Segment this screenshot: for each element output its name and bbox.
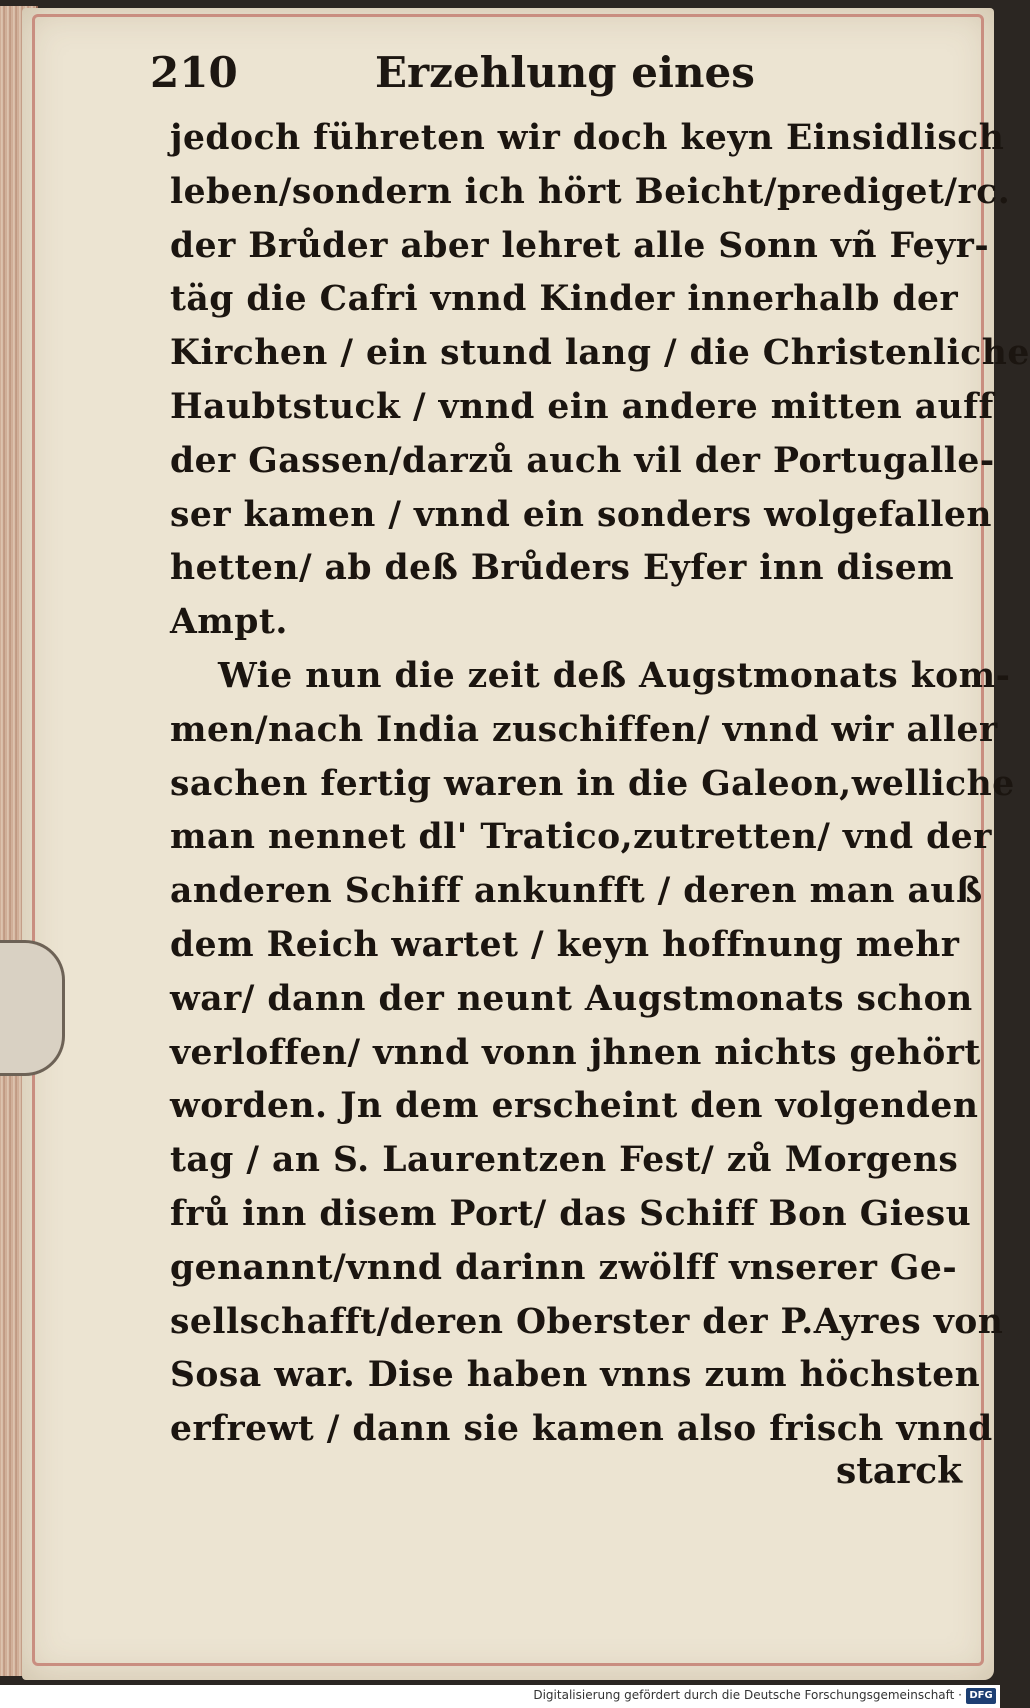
text-line: dem Reich wartet / keyn hoffnung mehr <box>170 924 960 965</box>
text-line: worden. Jn dem erscheint den volgenden <box>170 1086 979 1127</box>
text-line: ser kamen / vnnd ein sonders wolgefallen <box>170 494 993 535</box>
text-line: jedoch führeten wir doch keyn Einsidlisch <box>170 118 1005 158</box>
text-line: verloffen/ vnnd vonn jhnen nichts gehört <box>170 1032 981 1073</box>
text-line: sellschafft/deren Oberster der P.Ayres von <box>170 1301 1004 1342</box>
text-line: Ampt. <box>170 602 288 643</box>
text-line: erfrewt / dann sie kamen also frisch vnnd <box>170 1409 993 1450</box>
text-line: Wie nun die zeit deß Augstmonats kom- <box>218 655 1011 696</box>
text-line: Kirchen / ein stund lang / die Christenliche <box>170 333 1030 374</box>
text-line: Haubtstuck / vnnd ein andere mitten auff <box>170 386 994 427</box>
text-line: Sosa war. Dise haben vnns zum höchsten <box>170 1355 981 1396</box>
text-line: der Gassen/darzů auch vil der Portugalle- <box>170 440 995 481</box>
text-line: der Brůder aber lehret alle Sonn vñ Feyr- <box>170 225 990 266</box>
text-line: man nennet dl' Tratico,zutretten/ vnd der <box>170 817 992 858</box>
page-number: 210 <box>150 48 238 97</box>
text-line: frů inn disem Port/ das Schiff Bon Giesu <box>170 1193 972 1234</box>
text-line: hetten/ ab deß Brůders Eyfer inn disem <box>170 548 955 589</box>
page-header <box>150 48 770 108</box>
running-head: Erzehlung eines <box>375 48 755 97</box>
text-line: sachen fertig waren in die Galeon,welliche <box>170 763 1015 804</box>
funding-credit: Digitalisierung gefördert durch die Deutsche Forschungsgemeinschaft · <box>533 1688 962 1702</box>
text-line: tag / an S. Laurentzen Fest/ zů Morgens <box>170 1140 959 1181</box>
book-clasp <box>0 940 65 1076</box>
text-line: täg die Cafri vnnd Kinder innerhalb der <box>170 279 959 320</box>
body-text <box>170 112 1030 1457</box>
footer-bar <box>0 1685 1000 1708</box>
text-line: leben/sondern ich hört Beicht/prediget/rc. <box>170 171 1011 212</box>
text-line: men/nach India zuschiffen/ vnnd wir aller <box>170 709 998 750</box>
text-line: anderen Schiff ankunfft / deren man auß <box>170 871 983 912</box>
text-line: genannt/vnnd darinn zwölff vnserer Ge- <box>170 1247 958 1288</box>
catchword: starck <box>836 1450 963 1492</box>
text-line: war/ dann der neunt Augstmonats schon <box>170 978 973 1019</box>
dfg-logo: DFG <box>966 1688 996 1704</box>
